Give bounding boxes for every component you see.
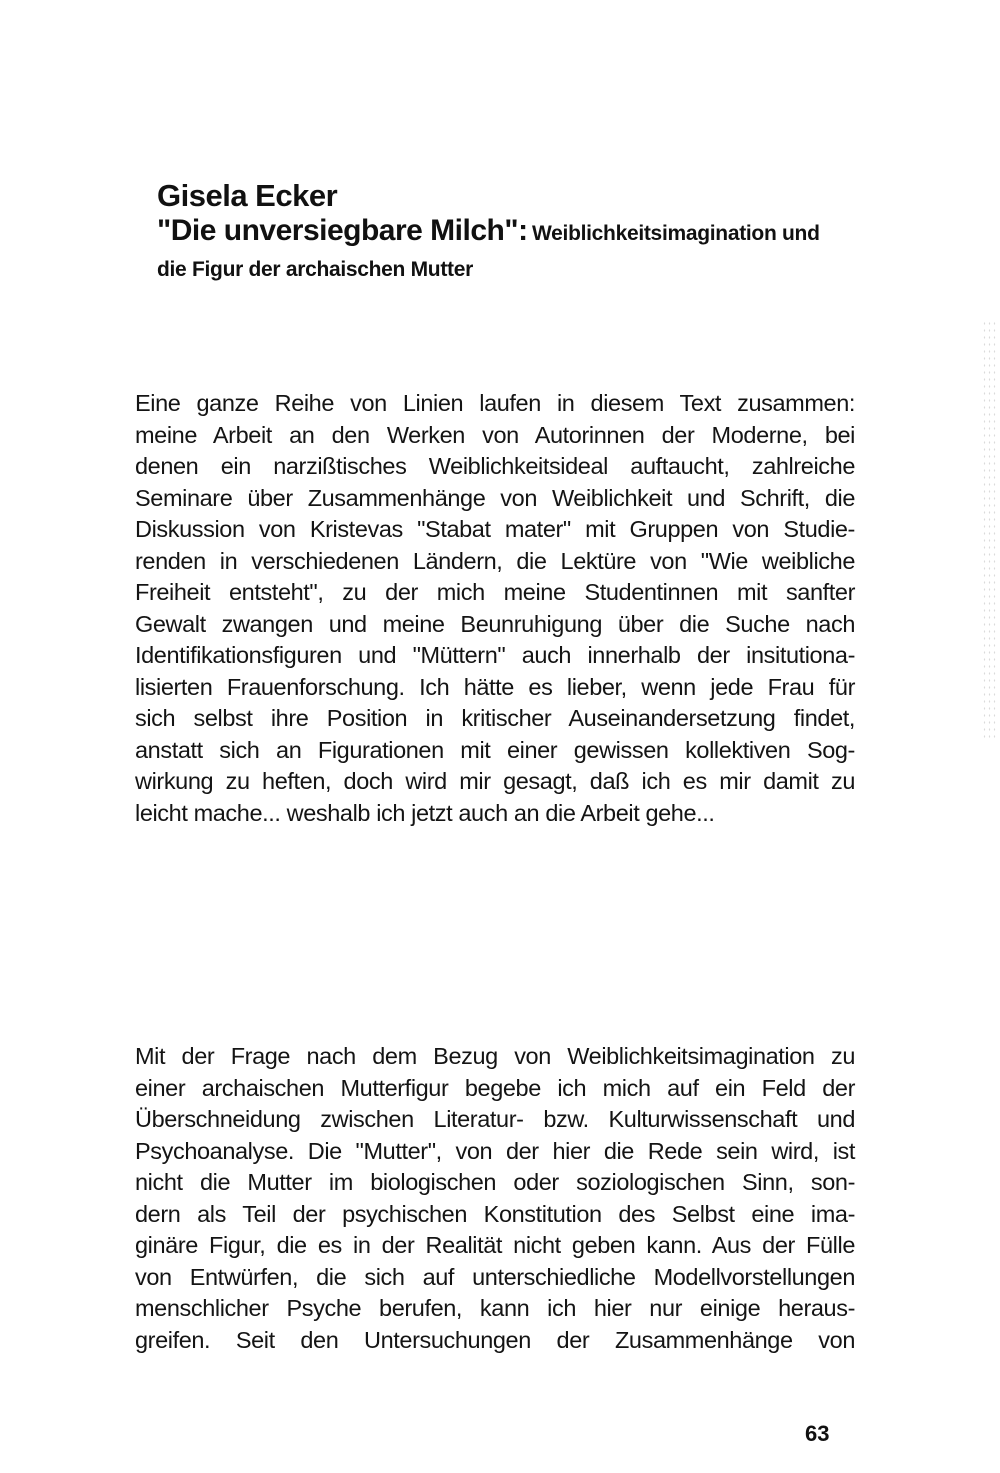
title-main: "Die unversiegbare Milch": [157, 214, 528, 247]
paragraph-line: Mit der Frage nach dem Bezug von Weiblichkeitsimagination zu [135, 1043, 855, 1069]
paragraph-line: dern als Teil der psychischen Konstitution des Selbst eine ima- [135, 1200, 855, 1227]
paragraph-line: renden in verschiedenen Ländern, die Lektüre von "Wie weibliche [135, 547, 855, 574]
author-name: Gisela Ecker [157, 178, 338, 213]
paragraph-line: wirkung zu heften, doch wird mir gesagt, daß ich es mir damit zu [135, 768, 855, 794]
paragraph-line: Seminare über Zusammenhänge von Weiblichkeit und Schrift, die [135, 484, 855, 511]
paragraph-line: meine Arbeit an den Werken von Autorinnen der Moderne, bei [135, 421, 855, 448]
title-line-1 [157, 214, 887, 253]
paragraph-line: Psychoanalyse. Die "Mutter", von der hier die Rede sein wird, ist [135, 1137, 855, 1164]
title-sub-part-2: die Figur der archaischen Mutter [157, 258, 473, 281]
paragraph-line: von Entwürfen, die sich auf unterschiedliche Modellvorstellungen [135, 1263, 855, 1290]
paragraph-line: Eine ganze Reihe von Linien laufen in diesem Text zusammen: [135, 390, 855, 416]
paragraph-line: Überschneidung zwischen Literatur- bzw. Kulturwissenschaft und [135, 1106, 855, 1132]
paragraph-line: ginäre Figur, die es in der Realität nicht geben kann. Aus der Fülle [135, 1232, 855, 1258]
paragraph-line: greifen. Seit den Untersuchungen der Zusammenhänge von [135, 1326, 855, 1353]
paragraph-line: denen ein narzißtisches Weiblichkeitsideal auftaucht, zahlreiche [135, 453, 855, 479]
paragraph-line: Diskussion von Kristevas "Stabat mater" mit Gruppen von Studie- [135, 516, 855, 542]
paragraph-line: lisierten Frauenforschung. Ich hätte es lieber, wenn jede Frau für [135, 673, 855, 700]
title-sub-part-1: Weiblichkeitsimagination und [532, 222, 820, 245]
paragraph-line: einer archaischen Mutterfigur begebe ich mich auf ein Feld der [135, 1074, 855, 1101]
paragraph-line: leicht mache... weshalb ich jetzt auch an die Arbeit gehe... [135, 799, 715, 826]
paragraph-1 [135, 388, 855, 829]
paragraph-line: nicht die Mutter im biologischen oder soziologischen Sinn, son- [135, 1169, 855, 1195]
article-header [157, 178, 887, 287]
paragraph-line: menschlicher Psyche berufen, kann ich hier nur einige heraus- [135, 1295, 855, 1321]
paragraph-line: Identifikationsfiguren und "Müttern" auch innerhalb der insitutiona- [135, 642, 855, 668]
paragraph-line: Freiheit entsteht", zu der mich meine Studentinnen mit sanfter [135, 579, 855, 605]
paragraph-line: sich selbst ihre Position in kritischer Auseinandersetzung findet, [135, 705, 855, 731]
paragraph-line: anstatt sich an Figurationen mit einer gewissen kollektiven Sog- [135, 736, 855, 763]
paragraph-2 [135, 1041, 855, 1356]
scan-edge-noise [982, 320, 996, 740]
paragraph-line: Gewalt zwangen und meine Beunruhigung über die Suche nach [135, 610, 855, 637]
page-number: 63 [805, 1421, 830, 1446]
